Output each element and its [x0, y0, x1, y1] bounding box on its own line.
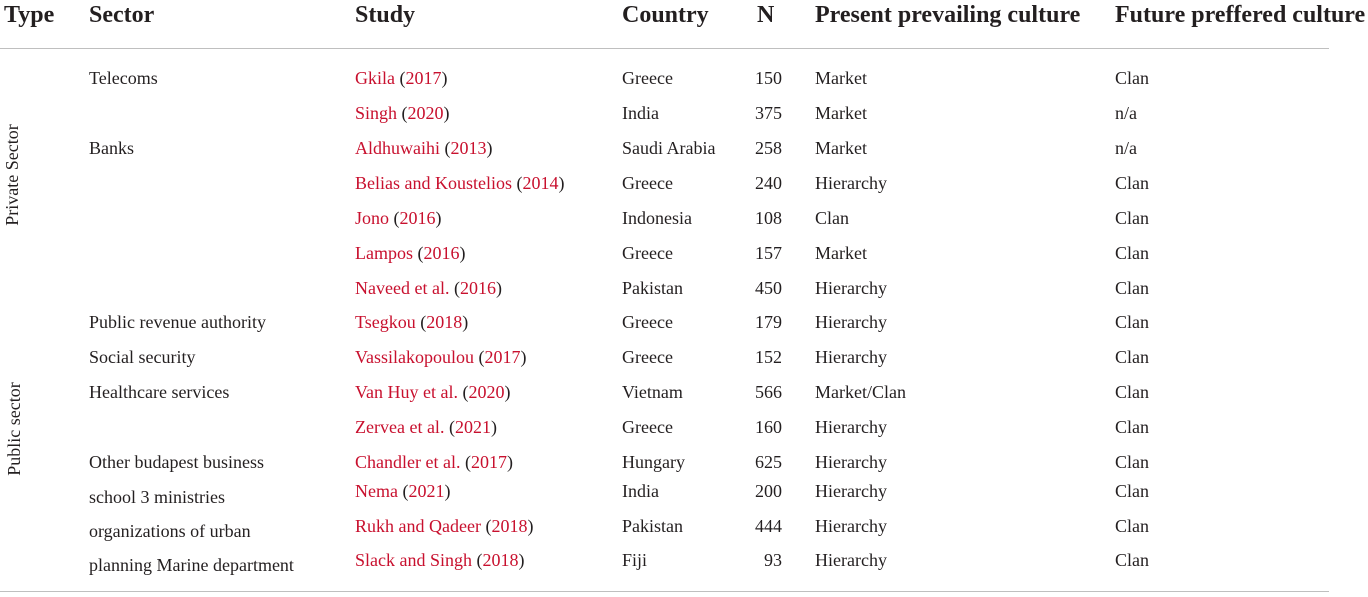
study-author-link[interactable]: Aldhuwaihi	[355, 138, 440, 158]
country-cell: Hungary	[622, 452, 685, 472]
paren-open: (	[480, 516, 492, 536]
country-cell: Greece	[622, 347, 673, 367]
paren-open: (	[413, 243, 424, 263]
future-culture-cell: Clan	[1115, 481, 1149, 501]
paren-open: (	[415, 312, 427, 332]
sector-other-line-2: school 3 ministries	[89, 487, 225, 507]
present-culture-cell: Market	[815, 68, 867, 88]
sector-social-security: Social security	[89, 347, 196, 367]
present-culture-cell: Clan	[815, 208, 849, 228]
paren-open: (	[474, 347, 485, 367]
header-future-culture: Future preffered culture	[1115, 2, 1366, 28]
study-author-link[interactable]: Slack and Singh	[355, 550, 472, 570]
n-cell: 93	[764, 550, 782, 570]
header-study: Study	[355, 2, 416, 28]
paren-close: )	[527, 516, 534, 536]
n-cell: 258	[755, 138, 782, 158]
header-country: Country	[622, 2, 709, 28]
paren-open: (	[397, 481, 409, 501]
paren-close: )	[462, 312, 469, 332]
country-cell: Greece	[622, 173, 673, 193]
present-culture-cell: Hierarchy	[815, 173, 887, 193]
sector-other-line-3: organizations of urban	[89, 521, 251, 541]
paren-close: )	[490, 417, 497, 437]
present-culture-cell: Market/Clan	[815, 382, 906, 402]
study-citation	[355, 451, 513, 473]
country-cell: India	[622, 103, 659, 123]
study-citation	[355, 549, 525, 571]
country-cell: Vietnam	[622, 382, 683, 402]
country-cell: Pakistan	[622, 278, 683, 298]
n-cell: 200	[755, 481, 782, 501]
future-culture-cell: Clan	[1115, 278, 1149, 298]
bottom-rule	[0, 591, 1329, 592]
study-author-link[interactable]: Vassilakopoulou	[355, 347, 474, 367]
paren-open: (	[472, 550, 483, 570]
study-citation	[355, 381, 510, 403]
paren-open: (	[395, 68, 406, 88]
header-n: N	[757, 2, 775, 28]
paren-close: )	[520, 347, 527, 367]
study-citation	[355, 311, 468, 333]
n-cell: 152	[755, 347, 782, 367]
paren-open: (	[449, 278, 460, 298]
study-author-link[interactable]: Nema	[355, 481, 398, 501]
present-culture-cell: Hierarchy	[815, 278, 887, 298]
present-culture-cell: Hierarchy	[815, 312, 887, 332]
paren-close: )	[443, 103, 450, 123]
future-culture-cell: n/a	[1115, 103, 1137, 123]
study-year-link[interactable]: 2020	[468, 382, 505, 402]
future-culture-cell: Clan	[1115, 312, 1149, 332]
present-culture-cell: Hierarchy	[815, 417, 887, 437]
study-year-link[interactable]: 2018	[491, 516, 528, 536]
header-present-culture: Present prevailing culture	[815, 2, 1081, 28]
study-year-link[interactable]: 2021	[454, 417, 491, 437]
paren-close: )	[518, 550, 525, 570]
type-public-sector: Public sector	[4, 382, 24, 476]
study-author-link[interactable]: Gkila	[355, 68, 395, 88]
paren-open: (	[444, 417, 455, 437]
study-year-link[interactable]: 2018	[426, 312, 463, 332]
future-culture-cell: Clan	[1115, 243, 1149, 263]
study-year-link[interactable]: 2017	[484, 347, 521, 367]
study-citation	[355, 416, 497, 438]
study-citation	[355, 102, 450, 124]
study-citation	[355, 480, 450, 502]
paren-close: )	[459, 243, 466, 263]
study-year-link[interactable]: 2018	[482, 550, 519, 570]
header-sector: Sector	[89, 2, 155, 28]
study-year-link[interactable]: 2014	[522, 173, 559, 193]
study-author-link[interactable]: Zervea et al.	[355, 417, 445, 437]
study-citation	[355, 137, 493, 159]
future-culture-cell: Clan	[1115, 68, 1149, 88]
future-culture-cell: Clan	[1115, 452, 1149, 472]
n-cell: 566	[755, 382, 782, 402]
study-citation	[355, 242, 466, 264]
paren-open: (	[511, 173, 523, 193]
present-culture-cell: Hierarchy	[815, 516, 887, 536]
future-culture-cell: Clan	[1115, 550, 1149, 570]
sector-public-revenue-authority: Public revenue authority	[89, 312, 266, 332]
country-cell: Pakistan	[622, 516, 683, 536]
header-rule	[0, 48, 1329, 49]
study-year-link[interactable]: 2016	[423, 243, 460, 263]
n-cell: 450	[755, 278, 782, 298]
n-cell: 108	[755, 208, 782, 228]
n-cell: 625	[755, 452, 782, 472]
sector-banks: Banks	[89, 138, 134, 158]
sector-healthcare-services: Healthcare services	[89, 382, 230, 402]
paren-close: )	[506, 452, 513, 472]
n-cell: 444	[755, 516, 782, 536]
study-year-link[interactable]: 2020	[407, 103, 444, 123]
n-cell: 160	[755, 417, 782, 437]
study-citation	[355, 207, 442, 229]
study-year-link[interactable]: 2016	[399, 208, 436, 228]
future-culture-cell: n/a	[1115, 138, 1137, 158]
type-private-sector: Private Sector	[2, 124, 22, 226]
paren-close: )	[435, 208, 442, 228]
sector-other-line-1: Other budapest business	[89, 452, 264, 472]
paren-open: (	[397, 103, 408, 123]
future-culture-cell: Clan	[1115, 382, 1149, 402]
header-type: Type	[4, 2, 55, 28]
paren-close: )	[444, 481, 451, 501]
present-culture-cell: Hierarchy	[815, 481, 887, 501]
future-culture-cell: Clan	[1115, 208, 1149, 228]
study-author-link[interactable]: Lampos	[355, 243, 413, 263]
sector-other-line-4: planning Marine department	[89, 555, 294, 575]
study-year-link[interactable]: 2013	[450, 138, 487, 158]
n-cell: 375	[755, 103, 782, 123]
sector-telecoms: Telecoms	[89, 68, 158, 88]
study-author-link[interactable]: Naveed et al.	[355, 278, 450, 298]
n-cell: 157	[755, 243, 782, 263]
present-culture-cell: Hierarchy	[815, 452, 887, 472]
country-cell: Greece	[622, 68, 673, 88]
paren-open: (	[440, 138, 451, 158]
country-cell: India	[622, 481, 659, 501]
n-cell: 150	[755, 68, 782, 88]
paren-open: (	[457, 382, 469, 402]
study-citation	[355, 67, 448, 89]
present-culture-cell: Hierarchy	[815, 550, 887, 570]
paren-open: (	[460, 452, 471, 472]
study-author-link[interactable]: Jono	[355, 208, 390, 228]
future-culture-cell: Clan	[1115, 516, 1149, 536]
future-culture-cell: Clan	[1115, 347, 1149, 367]
paren-close: )	[558, 173, 565, 193]
study-author-link[interactable]: Rukh and Qadeer	[355, 516, 481, 536]
present-culture-cell: Market	[815, 103, 867, 123]
study-author-link[interactable]: Singh	[355, 103, 398, 123]
study-citation	[355, 277, 502, 299]
study-citation	[355, 346, 527, 368]
future-culture-cell: Clan	[1115, 173, 1149, 193]
country-cell: Fiji	[622, 550, 648, 570]
n-cell: 240	[755, 173, 782, 193]
present-culture-cell: Market	[815, 243, 867, 263]
study-author-link[interactable]: Belias and Koustelios	[355, 173, 512, 193]
study-author-link[interactable]: Tsegkou	[355, 312, 416, 332]
study-year-link[interactable]: 2016	[459, 278, 496, 298]
study-year-link[interactable]: 2017	[405, 68, 442, 88]
country-cell: Greece	[622, 312, 673, 332]
n-cell: 179	[755, 312, 782, 332]
study-author-link[interactable]: Van Huy et al.	[355, 382, 458, 402]
country-cell: Saudi Arabia	[622, 138, 716, 158]
study-year-link[interactable]: 2017	[470, 452, 507, 472]
paren-close: )	[495, 278, 502, 298]
future-culture-cell: Clan	[1115, 417, 1149, 437]
study-citation	[355, 172, 564, 194]
study-year-link[interactable]: 2021	[408, 481, 445, 501]
country-cell: Indonesia	[622, 208, 692, 228]
present-culture-cell: Hierarchy	[815, 347, 887, 367]
paren-close: )	[486, 138, 493, 158]
country-cell: Greece	[622, 243, 673, 263]
paren-close: )	[441, 68, 448, 88]
paren-close: )	[504, 382, 511, 402]
study-citation	[355, 515, 533, 537]
paren-open: (	[389, 208, 400, 228]
study-author-link[interactable]: Chandler et al.	[355, 452, 461, 472]
country-cell: Greece	[622, 417, 673, 437]
present-culture-cell: Market	[815, 138, 867, 158]
